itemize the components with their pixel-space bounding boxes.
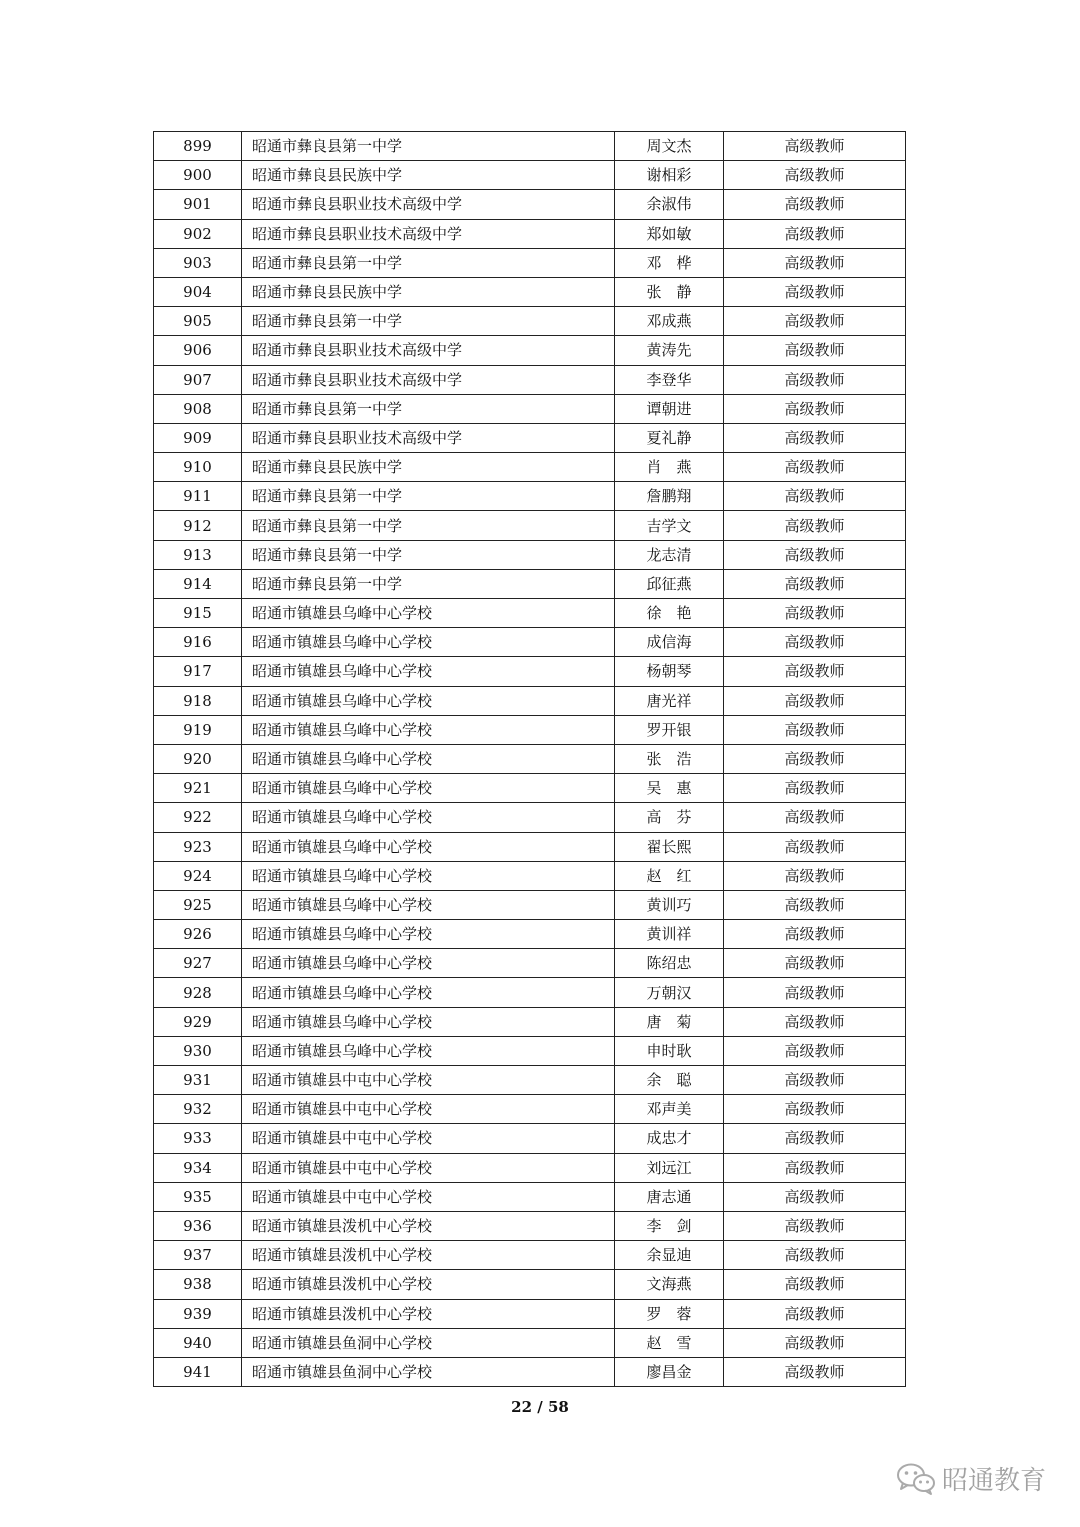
school-name: 昭通市镇雄县乌峰中心学校 <box>242 978 615 1007</box>
row-number: 927 <box>154 949 242 978</box>
school-name: 昭通市镇雄县泼机中心学校 <box>242 1241 615 1270</box>
teacher-name: 廖昌金 <box>615 1357 724 1386</box>
school-name: 昭通市镇雄县中屯中心学校 <box>242 1095 615 1124</box>
row-number: 903 <box>154 248 242 277</box>
table-body <box>154 132 906 1387</box>
row-number: 937 <box>154 1241 242 1270</box>
table-row <box>154 248 906 277</box>
job-title: 高级教师 <box>724 832 906 861</box>
teacher-name: 龙志清 <box>615 540 724 569</box>
teacher-name: 唐 菊 <box>615 1007 724 1036</box>
watermark <box>896 1460 1046 1497</box>
school-name: 昭通市彝良县第一中学 <box>242 540 615 569</box>
table-row <box>154 132 906 161</box>
job-title: 高级教师 <box>724 569 906 598</box>
row-number: 918 <box>154 686 242 715</box>
table-row <box>154 1357 906 1386</box>
row-number: 925 <box>154 890 242 919</box>
school-name: 昭通市彝良县第一中学 <box>242 394 615 423</box>
school-name: 昭通市彝良县第一中学 <box>242 511 615 540</box>
teacher-name: 余 聪 <box>615 1066 724 1095</box>
table-row <box>154 803 906 832</box>
table-row <box>154 540 906 569</box>
teacher-name: 吉学文 <box>615 511 724 540</box>
row-number: 900 <box>154 161 242 190</box>
row-number: 935 <box>154 1182 242 1211</box>
job-title: 高级教师 <box>724 336 906 365</box>
job-title: 高级教师 <box>724 1124 906 1153</box>
row-number: 939 <box>154 1299 242 1328</box>
teacher-name: 余显迪 <box>615 1241 724 1270</box>
table-row <box>154 1007 906 1036</box>
row-number: 916 <box>154 628 242 657</box>
teacher-name: 黄涛先 <box>615 336 724 365</box>
row-number: 920 <box>154 744 242 773</box>
teacher-name: 邱征燕 <box>615 569 724 598</box>
table-row <box>154 219 906 248</box>
school-name: 昭通市镇雄县乌峰中心学校 <box>242 861 615 890</box>
job-title: 高级教师 <box>724 599 906 628</box>
job-title: 高级教师 <box>724 1211 906 1240</box>
table-row <box>154 307 906 336</box>
row-number: 936 <box>154 1211 242 1240</box>
row-number: 921 <box>154 774 242 803</box>
school-name: 昭通市镇雄县乌峰中心学校 <box>242 744 615 773</box>
row-number: 913 <box>154 540 242 569</box>
row-number: 908 <box>154 394 242 423</box>
table-row <box>154 161 906 190</box>
row-number: 914 <box>154 569 242 598</box>
table-row <box>154 1299 906 1328</box>
school-name: 昭通市镇雄县鱼洞中心学校 <box>242 1357 615 1386</box>
table-row <box>154 365 906 394</box>
teacher-name: 杨朝琴 <box>615 657 724 686</box>
job-title: 高级教师 <box>724 774 906 803</box>
row-number: 924 <box>154 861 242 890</box>
table-row <box>154 482 906 511</box>
row-number: 911 <box>154 482 242 511</box>
school-name: 昭通市镇雄县泼机中心学校 <box>242 1299 615 1328</box>
job-title: 高级教师 <box>724 307 906 336</box>
row-number: 922 <box>154 803 242 832</box>
job-title: 高级教师 <box>724 1328 906 1357</box>
school-name: 昭通市彝良县民族中学 <box>242 277 615 306</box>
school-name: 昭通市镇雄县乌峰中心学校 <box>242 774 615 803</box>
school-name: 昭通市彝良县第一中学 <box>242 248 615 277</box>
row-number: 899 <box>154 132 242 161</box>
job-title: 高级教师 <box>724 1270 906 1299</box>
row-number: 931 <box>154 1066 242 1095</box>
job-title: 高级教师 <box>724 482 906 511</box>
table-row <box>154 599 906 628</box>
teacher-name: 张 静 <box>615 277 724 306</box>
school-name: 昭通市镇雄县鱼洞中心学校 <box>242 1328 615 1357</box>
teacher-name: 翟长熙 <box>615 832 724 861</box>
row-number: 934 <box>154 1153 242 1182</box>
school-name: 昭通市镇雄县乌峰中心学校 <box>242 803 615 832</box>
job-title: 高级教师 <box>724 394 906 423</box>
school-name: 昭通市彝良县职业技术高级中学 <box>242 365 615 394</box>
school-name: 昭通市镇雄县中屯中心学校 <box>242 1066 615 1095</box>
job-title: 高级教师 <box>724 1153 906 1182</box>
school-name: 昭通市彝良县职业技术高级中学 <box>242 336 615 365</box>
table-row <box>154 628 906 657</box>
table-row <box>154 277 906 306</box>
table-row <box>154 949 906 978</box>
school-name: 昭通市镇雄县中屯中心学校 <box>242 1124 615 1153</box>
school-name: 昭通市彝良县职业技术高级中学 <box>242 423 615 452</box>
teacher-name: 邓成燕 <box>615 307 724 336</box>
teacher-name: 黄训祥 <box>615 920 724 949</box>
table-row <box>154 1270 906 1299</box>
school-name: 昭通市镇雄县中屯中心学校 <box>242 1182 615 1211</box>
table-row <box>154 423 906 452</box>
teacher-name: 郑如敏 <box>615 219 724 248</box>
teacher-name: 詹鹏翔 <box>615 482 724 511</box>
job-title: 高级教师 <box>724 686 906 715</box>
row-number: 909 <box>154 423 242 452</box>
table-row <box>154 1211 906 1240</box>
row-number: 904 <box>154 277 242 306</box>
table-row <box>154 686 906 715</box>
school-name: 昭通市镇雄县乌峰中心学校 <box>242 686 615 715</box>
job-title: 高级教师 <box>724 1007 906 1036</box>
school-name: 昭通市镇雄县乌峰中心学校 <box>242 657 615 686</box>
school-name: 昭通市彝良县第一中学 <box>242 569 615 598</box>
table-row <box>154 1066 906 1095</box>
row-number: 929 <box>154 1007 242 1036</box>
table-row <box>154 394 906 423</box>
school-name: 昭通市彝良县民族中学 <box>242 161 615 190</box>
table-row <box>154 336 906 365</box>
job-title: 高级教师 <box>724 540 906 569</box>
row-number: 928 <box>154 978 242 1007</box>
job-title: 高级教师 <box>724 628 906 657</box>
watermark-text: 昭通教育 <box>941 1466 1046 1496</box>
job-title: 高级教师 <box>724 277 906 306</box>
row-number: 901 <box>154 190 242 219</box>
table-row <box>154 920 906 949</box>
row-number: 905 <box>154 307 242 336</box>
teacher-name: 陈绍忠 <box>615 949 724 978</box>
row-number: 926 <box>154 920 242 949</box>
table-row <box>154 1153 906 1182</box>
job-title: 高级教师 <box>724 715 906 744</box>
table-row <box>154 657 906 686</box>
row-number: 912 <box>154 511 242 540</box>
teacher-name: 肖 燕 <box>615 453 724 482</box>
teacher-name: 唐志通 <box>615 1182 724 1211</box>
teacher-name: 刘远江 <box>615 1153 724 1182</box>
job-title: 高级教师 <box>724 890 906 919</box>
school-name: 昭通市镇雄县乌峰中心学校 <box>242 628 615 657</box>
job-title: 高级教师 <box>724 744 906 773</box>
teacher-name: 余淑伟 <box>615 190 724 219</box>
job-title: 高级教师 <box>724 248 906 277</box>
job-title: 高级教师 <box>724 190 906 219</box>
wechat-icon <box>896 1462 936 1496</box>
row-number: 902 <box>154 219 242 248</box>
row-number: 907 <box>154 365 242 394</box>
row-number: 933 <box>154 1124 242 1153</box>
school-name: 昭通市镇雄县乌峰中心学校 <box>242 1007 615 1036</box>
school-name: 昭通市彝良县第一中学 <box>242 132 615 161</box>
teacher-name: 谭朝进 <box>615 394 724 423</box>
job-title: 高级教师 <box>724 949 906 978</box>
teacher-name: 罗开银 <box>615 715 724 744</box>
table-row <box>154 890 906 919</box>
school-name: 昭通市镇雄县乌峰中心学校 <box>242 949 615 978</box>
teacher-name: 申时耿 <box>615 1036 724 1065</box>
teacher-list-table <box>153 131 906 1387</box>
teacher-name: 赵 雪 <box>615 1328 724 1357</box>
job-title: 高级教师 <box>724 1066 906 1095</box>
table-row <box>154 832 906 861</box>
school-name: 昭通市镇雄县乌峰中心学校 <box>242 890 615 919</box>
job-title: 高级教师 <box>724 861 906 890</box>
row-number: 932 <box>154 1095 242 1124</box>
table-row <box>154 1241 906 1270</box>
row-number: 910 <box>154 453 242 482</box>
row-number: 930 <box>154 1036 242 1065</box>
job-title: 高级教师 <box>724 161 906 190</box>
teacher-name: 成信海 <box>615 628 724 657</box>
job-title: 高级教师 <box>724 453 906 482</box>
row-number: 919 <box>154 715 242 744</box>
teacher-name: 成忠才 <box>615 1124 724 1153</box>
job-title: 高级教师 <box>724 1241 906 1270</box>
teacher-name: 吴 惠 <box>615 774 724 803</box>
job-title: 高级教师 <box>724 1182 906 1211</box>
table-row <box>154 744 906 773</box>
job-title: 高级教师 <box>724 1036 906 1065</box>
teacher-name: 徐 艳 <box>615 599 724 628</box>
teacher-name: 黄训巧 <box>615 890 724 919</box>
school-name: 昭通市彝良县职业技术高级中学 <box>242 219 615 248</box>
table-row <box>154 569 906 598</box>
teacher-name: 唐光祥 <box>615 686 724 715</box>
table-row <box>154 1124 906 1153</box>
teacher-name: 赵 红 <box>615 861 724 890</box>
row-number: 923 <box>154 832 242 861</box>
teacher-name: 张 浩 <box>615 744 724 773</box>
job-title: 高级教师 <box>724 803 906 832</box>
table-row <box>154 861 906 890</box>
job-title: 高级教师 <box>724 657 906 686</box>
job-title: 高级教师 <box>724 423 906 452</box>
job-title: 高级教师 <box>724 1357 906 1386</box>
school-name: 昭通市镇雄县乌峰中心学校 <box>242 715 615 744</box>
teacher-name: 文海燕 <box>615 1270 724 1299</box>
job-title: 高级教师 <box>724 365 906 394</box>
table-row <box>154 190 906 219</box>
job-title: 高级教师 <box>724 978 906 1007</box>
table-row <box>154 1328 906 1357</box>
page-number: 22 / 58 <box>511 1398 569 1416</box>
school-name: 昭通市镇雄县泼机中心学校 <box>242 1270 615 1299</box>
table-row <box>154 1095 906 1124</box>
teacher-name: 邓 桦 <box>615 248 724 277</box>
row-number: 917 <box>154 657 242 686</box>
row-number: 938 <box>154 1270 242 1299</box>
table-row <box>154 453 906 482</box>
teacher-name: 万朝汉 <box>615 978 724 1007</box>
teacher-name: 李 剑 <box>615 1211 724 1240</box>
school-name: 昭通市镇雄县乌峰中心学校 <box>242 920 615 949</box>
teacher-name: 谢相彩 <box>615 161 724 190</box>
job-title: 高级教师 <box>724 920 906 949</box>
school-name: 昭通市镇雄县乌峰中心学校 <box>242 1036 615 1065</box>
school-name: 昭通市彝良县职业技术高级中学 <box>242 190 615 219</box>
school-name: 昭通市镇雄县中屯中心学校 <box>242 1153 615 1182</box>
teacher-name: 李登华 <box>615 365 724 394</box>
teacher-name: 罗 蓉 <box>615 1299 724 1328</box>
school-name: 昭通市镇雄县泼机中心学校 <box>242 1211 615 1240</box>
teacher-name: 周文杰 <box>615 132 724 161</box>
school-name: 昭通市彝良县第一中学 <box>242 482 615 511</box>
school-name: 昭通市镇雄县乌峰中心学校 <box>242 599 615 628</box>
table-row <box>154 1182 906 1211</box>
row-number: 915 <box>154 599 242 628</box>
job-title: 高级教师 <box>724 219 906 248</box>
school-name: 昭通市镇雄县乌峰中心学校 <box>242 832 615 861</box>
teacher-name: 邓声美 <box>615 1095 724 1124</box>
school-name: 昭通市彝良县第一中学 <box>242 307 615 336</box>
table-row <box>154 715 906 744</box>
row-number: 940 <box>154 1328 242 1357</box>
table-row <box>154 511 906 540</box>
job-title: 高级教师 <box>724 1299 906 1328</box>
table-row <box>154 1036 906 1065</box>
teacher-name: 高 芬 <box>615 803 724 832</box>
school-name: 昭通市彝良县民族中学 <box>242 453 615 482</box>
job-title: 高级教师 <box>724 1095 906 1124</box>
teacher-name: 夏礼静 <box>615 423 724 452</box>
job-title: 高级教师 <box>724 511 906 540</box>
row-number: 906 <box>154 336 242 365</box>
table-row <box>154 978 906 1007</box>
job-title: 高级教师 <box>724 132 906 161</box>
row-number: 941 <box>154 1357 242 1386</box>
table-row <box>154 774 906 803</box>
